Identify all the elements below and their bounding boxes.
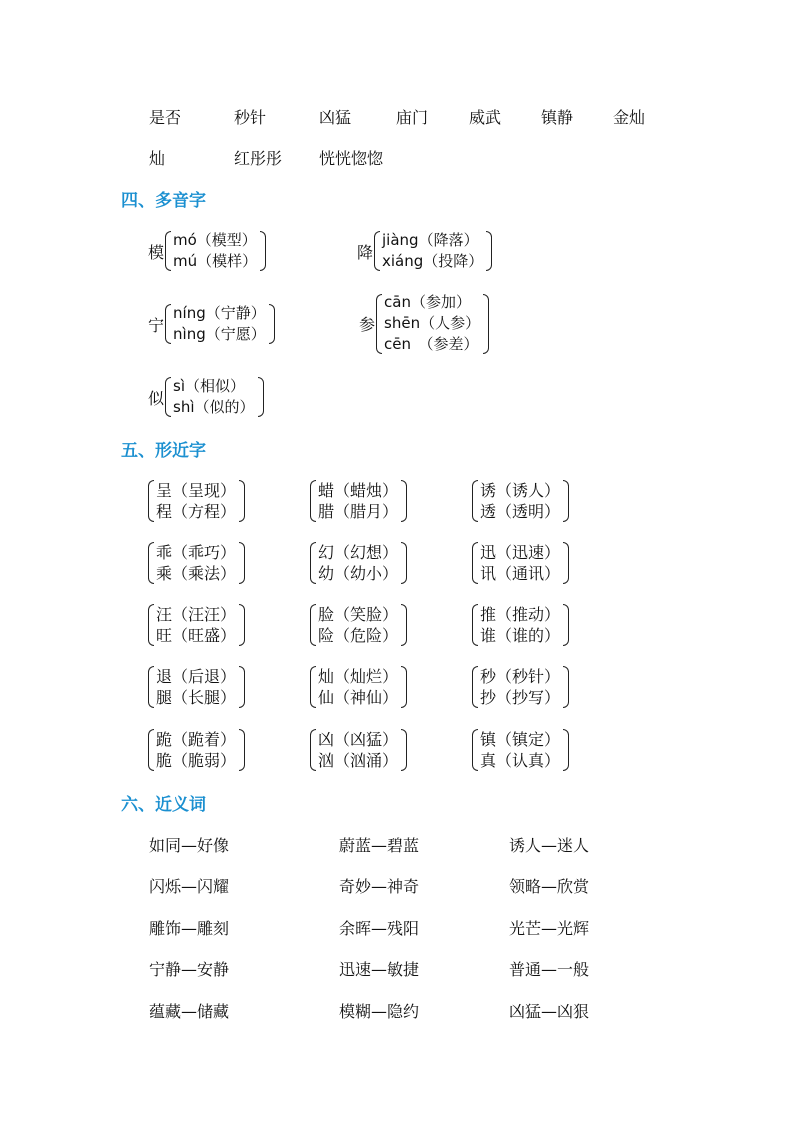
right-brace	[563, 542, 569, 584]
similar-char-line: 脸（笑脸）	[318, 605, 399, 624]
polyphone-group	[357, 230, 492, 272]
similar-char-line: 灿（灿烂）	[318, 667, 399, 686]
word-item: 金灿	[613, 108, 646, 127]
similar-char-line: 透（透明）	[480, 502, 561, 521]
polyphone-group	[148, 230, 266, 272]
polyphone-char: 似	[148, 388, 165, 408]
similar-char-line: 迅（迅速）	[480, 543, 561, 562]
similar-char-line: 推（推动）	[480, 605, 561, 624]
pronunciation-line: xiáng（投降）	[382, 252, 484, 270]
synonym-pair: 迅速—敏捷	[339, 960, 420, 979]
right-brace	[563, 604, 569, 646]
similar-char-line: 汪（汪汪）	[156, 605, 237, 624]
similar-char-group	[472, 604, 569, 646]
similar-char-group	[472, 666, 569, 708]
similar-char-line: 抄（抄写）	[480, 688, 561, 707]
word-item: 是否	[149, 108, 182, 127]
similar-char-line: 程（方程）	[156, 502, 237, 521]
word-item: 红彤彤	[234, 149, 283, 168]
word-item: 恍恍惚惚	[319, 149, 384, 168]
word-item: 镇静	[541, 108, 574, 127]
similar-char-group	[472, 729, 569, 771]
similar-char-line: 仙（神仙）	[318, 688, 399, 707]
similar-char-group	[148, 666, 245, 708]
right-brace	[401, 542, 407, 584]
polyphone-group	[359, 292, 489, 355]
pronunciation-line: cēn （参差）	[384, 335, 479, 353]
right-brace	[401, 729, 407, 771]
right-brace	[401, 604, 407, 646]
right-brace	[239, 729, 245, 771]
synonym-pair: 领略—欣赏	[509, 877, 590, 896]
similar-char-line: 汹（汹涌）	[318, 751, 399, 770]
similar-char-group	[148, 480, 245, 522]
word-item: 凶猛	[319, 108, 352, 127]
right-brace	[563, 666, 569, 708]
right-brace	[563, 480, 569, 522]
similar-char-line: 脆（脆弱）	[156, 751, 237, 770]
similar-char-line: 幼（幼小）	[318, 564, 399, 583]
similar-char-group	[472, 542, 569, 584]
similar-char-group	[310, 542, 407, 584]
pronunciation-line: sì（相似）	[173, 377, 245, 395]
pronunciation-line: cān（参加）	[384, 293, 471, 311]
section-heading-similar-chars: 五、形近字	[121, 441, 206, 461]
synonym-pair: 如同—好像	[149, 836, 230, 855]
similar-char-line: 跪（跪着）	[156, 730, 237, 749]
section-heading-polyphones: 四、多音字	[121, 191, 206, 211]
similar-char-group	[148, 604, 245, 646]
section-heading-synonyms: 六、近义词	[121, 795, 206, 815]
right-brace	[239, 480, 245, 522]
similar-char-line: 幻（幻想）	[318, 543, 399, 562]
pronunciation-line: nìng（宁愿）	[173, 325, 266, 343]
right-brace	[239, 604, 245, 646]
pronunciation-line: níng（宁静）	[173, 304, 266, 322]
similar-char-line: 凶（凶猛）	[318, 730, 399, 749]
right-brace	[258, 377, 264, 417]
similar-char-line: 蜡（蜡烛）	[318, 481, 399, 500]
similar-char-line: 腊（腊月）	[318, 502, 399, 521]
similar-char-group	[148, 729, 245, 771]
right-brace	[239, 542, 245, 584]
synonym-pair: 余晖—残阳	[339, 919, 420, 938]
similar-char-line: 讯（通讯）	[480, 564, 561, 583]
word-item: 灿	[149, 149, 166, 168]
similar-char-line: 乘（乘法）	[156, 564, 237, 583]
polyphone-char: 模	[148, 242, 165, 262]
pronunciation-line: mú（模样）	[173, 252, 258, 270]
pronunciation-line: mó（模型）	[173, 231, 257, 249]
similar-char-group	[310, 729, 407, 771]
similar-char-group	[310, 604, 407, 646]
right-brace	[401, 666, 407, 708]
polyphone-group	[148, 303, 275, 345]
similar-char-group	[148, 542, 245, 584]
synonym-pair: 凶猛—凶狠	[509, 1002, 590, 1021]
similar-char-line: 秒（秒针）	[480, 667, 561, 686]
polyphone-group	[148, 376, 264, 418]
synonym-pair: 宁静—安静	[149, 960, 230, 979]
right-brace	[239, 666, 245, 708]
synonym-pair: 普通—一般	[509, 960, 590, 979]
pronunciation-line: shì（似的）	[173, 398, 255, 416]
word-item: 秒针	[234, 108, 267, 127]
synonym-pair: 模糊—隐约	[339, 1002, 420, 1021]
synonym-pair: 蕴藏—储藏	[149, 1002, 230, 1021]
similar-char-line: 真（认真）	[480, 751, 561, 770]
right-brace	[401, 480, 407, 522]
pronunciation-line: jiàng（降落）	[382, 231, 479, 249]
synonym-pair: 雕饰—雕刻	[149, 919, 230, 938]
similar-char-line: 谁（谁的）	[480, 626, 561, 645]
synonym-pair: 光芒—光辉	[509, 919, 590, 938]
similar-char-group	[310, 666, 407, 708]
synonym-pair: 闪烁—闪耀	[149, 877, 230, 896]
similar-char-line: 险（危险）	[318, 626, 399, 645]
similar-char-line: 退（后退）	[156, 667, 237, 686]
similar-char-line: 腿（长腿）	[156, 688, 237, 707]
polyphone-char: 降	[357, 242, 374, 262]
right-brace	[563, 729, 569, 771]
word-item: 威武	[469, 108, 502, 127]
right-brace	[260, 231, 266, 271]
pronunciation-line: shēn（人参）	[384, 314, 481, 332]
polyphone-char: 宁	[148, 315, 165, 335]
similar-char-line: 诱（诱人）	[480, 481, 561, 500]
right-brace	[269, 304, 275, 344]
synonym-pair: 奇妙—神奇	[339, 877, 420, 896]
similar-char-group	[310, 480, 407, 522]
similar-char-group	[472, 480, 569, 522]
synonym-pair: 诱人—迷人	[509, 836, 590, 855]
similar-char-line: 呈（呈现）	[156, 481, 237, 500]
right-brace	[483, 294, 489, 354]
similar-char-line: 旺（旺盛）	[156, 626, 237, 645]
similar-char-line: 乖（乖巧）	[156, 543, 237, 562]
right-brace	[486, 231, 492, 271]
synonym-pair: 蔚蓝—碧蓝	[339, 836, 420, 855]
polyphone-char: 参	[359, 315, 376, 334]
word-item: 庙门	[396, 108, 429, 127]
similar-char-line: 镇（镇定）	[480, 730, 561, 749]
